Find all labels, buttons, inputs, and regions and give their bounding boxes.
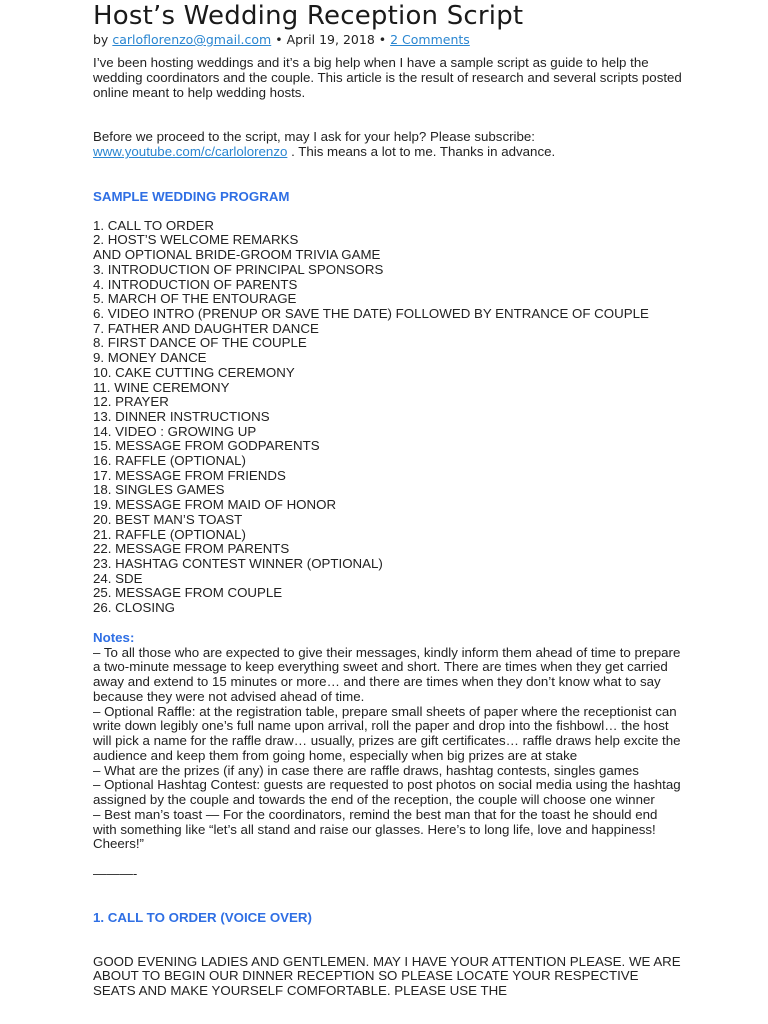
note-item: – Best man’s toast — For the coordinators, remind the best man that for the toast he should end with something like “let’s all stand and raise our glasses. Here’s to long life, love and happiness! Cheers!” <box>93 806 658 852</box>
program-item: 16. RAFFLE (OPTIONAL) <box>93 453 246 469</box>
program-item: 5. MARCH OF THE ENTOURAGE <box>93 291 297 307</box>
program-item: 20. BEST MAN’S TOAST <box>93 511 243 527</box>
comments-link[interactable]: 2 Comments <box>390 32 470 47</box>
by-label: by <box>93 32 109 47</box>
meta-separator: • <box>275 32 283 47</box>
program-item: 6. VIDEO INTRO (PRENUP OR SAVE THE DATE) FOLLOWED BY ENTRANCE OF COUPLE <box>93 306 649 321</box>
note-item: – Optional Hashtag Contest: guests are requested to post photos on social media using the hashtag assigned by the couple and towards the end of the reception, the couple will choose one winner <box>93 777 681 808</box>
program-item: 25. MESSAGE FROM COUPLE <box>93 585 283 601</box>
meta-separator: • <box>378 32 387 47</box>
program-item: 17. MESSAGE FROM FRIENDS <box>93 467 286 483</box>
subscribe-thanks: . This means a lot to me. Thanks in advance. <box>287 144 556 160</box>
program-item: 19. MESSAGE FROM MAID OF HONOR <box>93 497 337 513</box>
note-item: – Optional Raffle: at the registration table, prepare small sheets of paper where the receptionist can write down legibly one’s full name upon arrival, roll the paper and drop into the fishbowl… the host will pick a name for the raffle draw… usually, prizes are gift certificates… raffle draws help excite the audience and keep them from going home, especially when big prizes are at stake <box>93 703 681 763</box>
program-item: 8. FIRST DANCE OF THE COUPLE <box>93 335 307 351</box>
program-item: 15. MESSAGE FROM GODPARENTS <box>93 438 320 454</box>
program-item: 1. CALL TO ORDER <box>93 217 214 233</box>
program-item: 18. SINGLES GAMES <box>93 482 225 498</box>
note-item: – What are the prizes (if any) in case there are raffle draws, hashtag contests, singles games <box>93 762 639 778</box>
program-item: 13. DINNER INSTRUCTIONS <box>93 408 270 424</box>
program-item: 26. CLOSING <box>93 600 176 616</box>
page-title: Host’s Wedding Reception Script <box>93 1 524 31</box>
program-item: 4. INTRODUCTION OF PARENTS <box>93 276 298 292</box>
subscribe-text: Before we proceed to the script, may I ask for your help? Please subscribe: <box>93 129 535 145</box>
intro-paragraph: I’ve been hosting weddings and it’s a big help when I have a sample script as guide to help the wedding coordinators and the couple. This article is the result of research and several scripts posted online meant to help wedding hosts. <box>93 55 682 100</box>
call-to-order-text: GOOD EVENING LADIES AND GENTLEMEN. MAY I HAVE YOUR ATTENTION PLEASE. WE ARE ABOUT TO BEGIN OUR DINNER RECEPTION SO PLEASE LOCATE YOUR RESPECTIVE SEATS AND MAKE YOURSELF COMFORTABLE. PLEASE USE THE <box>93 953 681 999</box>
program-heading: SAMPLE WEDDING PROGRAM <box>93 188 290 204</box>
program-item: 24. SDE <box>93 570 143 586</box>
author-link[interactable]: carloflorenzo@gmail.com <box>112 32 272 47</box>
note-item: – To all those who are expected to give their messages, kindly inform them ahead of time to prepare a two-minute message to keep everything sweet and short. There are times when they get carried away and extend to 15 minutes or more… and there are times when they don’t know what to say because they were not advised ahead of time. <box>93 644 681 704</box>
program-list <box>93 219 683 616</box>
subscribe-paragraph <box>93 130 683 160</box>
program-item: AND OPTIONAL BRIDE-GROOM TRIVIA GAME <box>93 247 381 263</box>
post-meta <box>93 32 683 48</box>
program-item: 2. HOST’S WELCOME REMARKS <box>93 232 299 248</box>
post-date: April 19, 2018 <box>286 32 375 47</box>
program-item: 23. HASHTAG CONTEST WINNER (OPTIONAL) <box>93 555 383 571</box>
youtube-link[interactable]: www.youtube.com/c/carlolorenzo <box>93 144 288 160</box>
article <box>93 0 683 999</box>
program-item: 12. PRAYER <box>93 394 169 410</box>
notes-heading: Notes: <box>93 629 135 645</box>
program-item: 21. RAFFLE (OPTIONAL) <box>93 526 246 542</box>
program-item: 11. WINE CEREMONY <box>93 379 230 395</box>
program-item: 14. VIDEO : GROWING UP <box>93 423 257 439</box>
program-item: 7. FATHER AND DAUGHTER DANCE <box>93 320 319 336</box>
program-item: 10. CAKE CUTTING CEREMONY <box>93 364 295 380</box>
program-item: 22. MESSAGE FROM PARENTS <box>93 541 290 557</box>
call-to-order-heading: 1. CALL TO ORDER (VOICE OVER) <box>93 909 312 925</box>
divider: ———- <box>93 866 138 882</box>
notes-list <box>93 646 683 853</box>
program-item: 3. INTRODUCTION OF PRINCIPAL SPONSORS <box>93 261 384 277</box>
program-item: 9. MONEY DANCE <box>93 350 207 366</box>
